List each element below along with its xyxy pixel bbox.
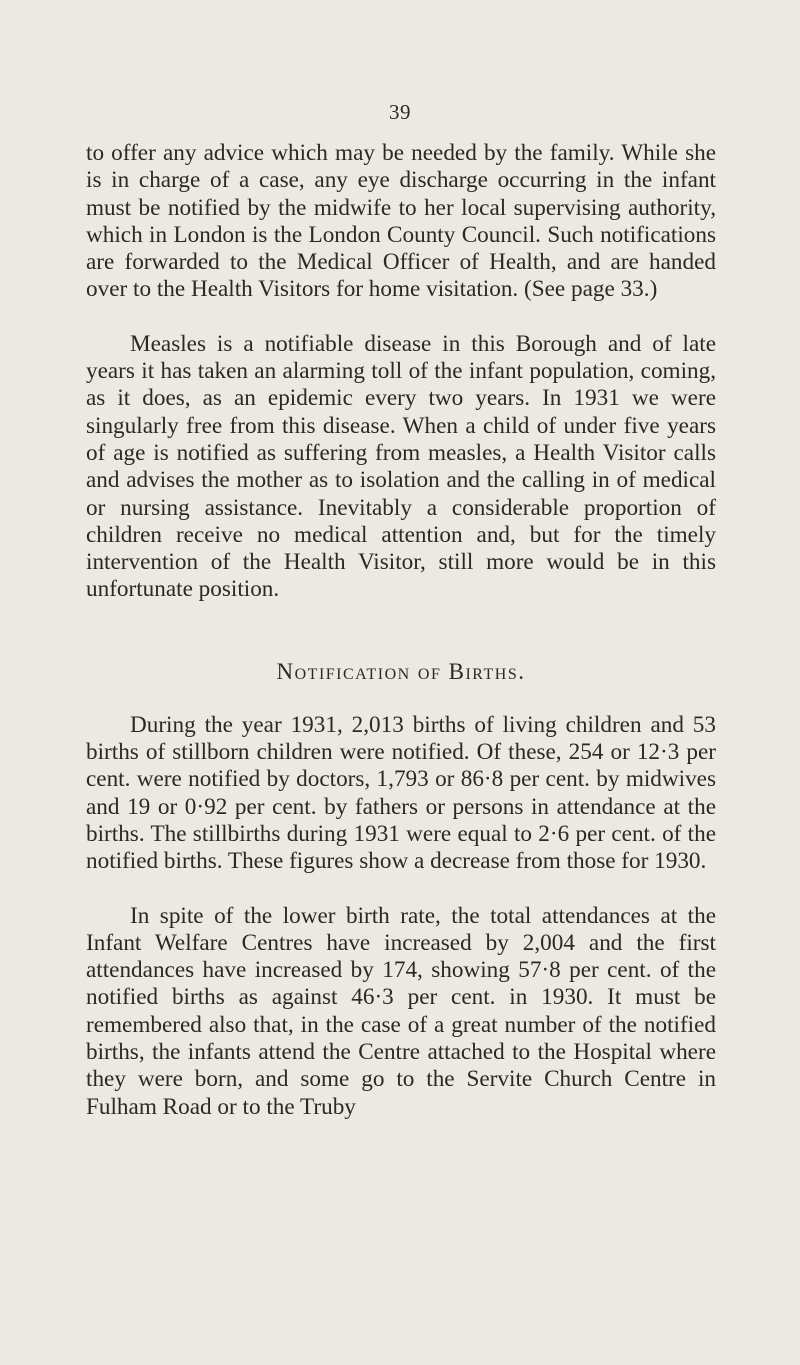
paragraph-eye-discharge: to offer any advice which may be needed by the family. While she is in charge of a case, any eye discharge occurring in the infant must be notified by the midwife to her local supervising authority, which in London is the London County Council. Such notifications are forwarded to the Medical Officer of Health, and are handed over to the Health Visitors for home visitation. (See page 33.) — [86, 140, 716, 303]
paragraph-spacer — [86, 631, 716, 658]
paragraph-attendances: In spite of the lower birth rate, the total attendances at the Infant Welfare Centres have increased by 2,004 and the first attendances have increased by 174, showing 57·8 per cent. of the notified births as against 46·3 per cent. in 1930. It must be remembered also that, in the case of a great number of the notified births, the infants attend the Centre attached to the Hospital where they were born, and some go to the Servite Church Centre in Fulham Road or to the Truby — [86, 902, 716, 1120]
paragraph-spacer — [86, 604, 716, 631]
paragraph-measles: Measles is a notifiable disease in this Borough and of late years it has taken an alarming toll of the infant population, coming, as it does, as an epidemic every two years. In 1931 we were singularly free from this disease. When a child of under five years of age is notified as suffering from measles, a Health Visitor calls and advises the mother as to isolation and the calling in of medical or nursing assistance. Inevitably a considerable proportion of children receive no medical attention and, but for the timely intervention of the Health Visitor, still more would be in this unfortunate position. — [86, 330, 716, 603]
paragraph-spacer — [86, 685, 716, 712]
body-text — [86, 140, 716, 1121]
paragraph-spacer — [86, 876, 716, 903]
paragraph-births-notified: During the year 1931, 2,013 births of living children and 53 births of stillborn children were notified. Of these, 254 or 12·3 per cent. were notified by doctors, 1,793 or 86·8 per cent. by midwives and 19 or 0·92 per cent. by fathers or persons in attendance at the births. The stillbirths during 1931 were equal to 2·6 per cent. of the notified births. These figures show a decrease from those for 1930. — [86, 711, 716, 875]
page-number: 39 — [389, 100, 411, 124]
paragraph-spacer — [86, 304, 716, 331]
section-heading: Notification of Births. — [276, 658, 526, 684]
